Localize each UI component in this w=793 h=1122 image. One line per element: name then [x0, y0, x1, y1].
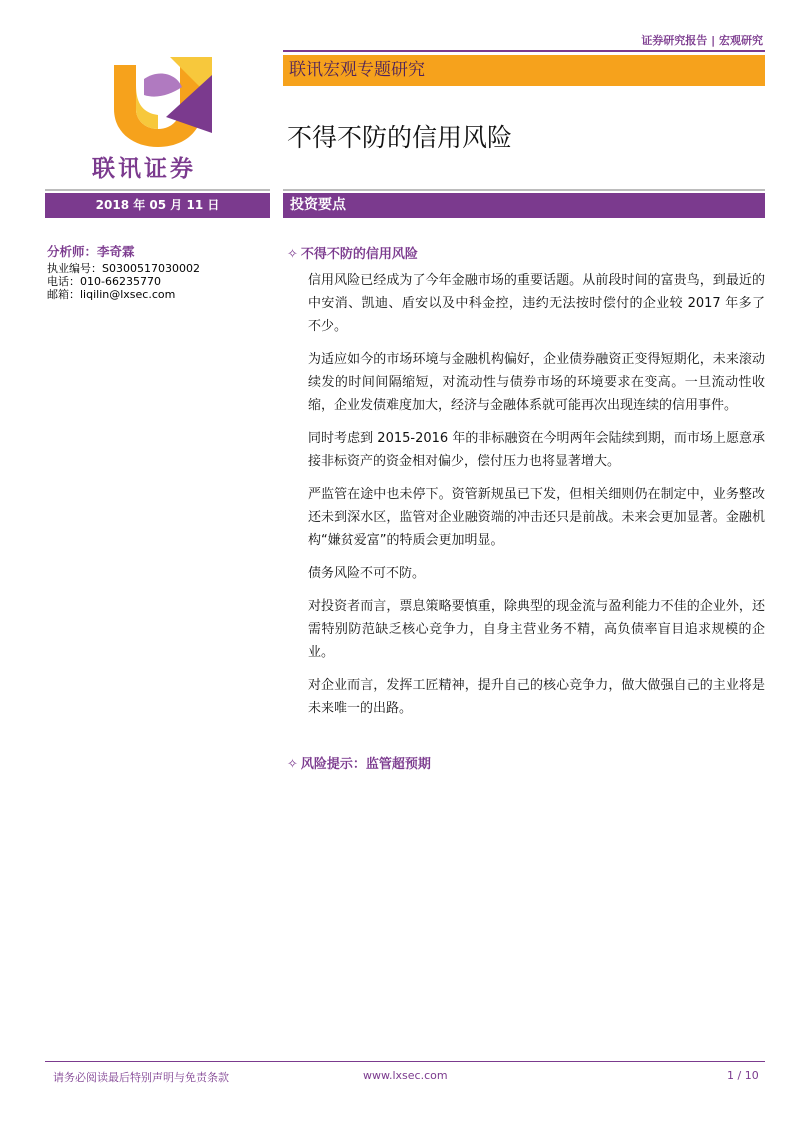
headline-text: 不得不防的信用风险 [300, 247, 418, 262]
logo-mark-icon [100, 55, 220, 147]
analyst-info [47, 245, 267, 301]
report-date: 2018 年 05 月 11 日 [45, 193, 270, 218]
analyst-email[interactable]: 邮箱：liqilin@lxsec.com [47, 288, 176, 301]
paragraph: 对企业而言，发挥工匠精神，提升自己的核心竞争力，做大做强自己的主业将是未来唯一的出路。 [308, 678, 765, 716]
headline-text: 风险提示：监管超预期 [300, 757, 431, 772]
date-divider [45, 189, 270, 191]
page-title: 不得不防的信用风险 [287, 123, 513, 152]
paragraph: 对投资者而言，票息策略要慎重，除典型的现金流与盈利能力不佳的企业外，还需特别防范缺乏核心竞争力，自身主营业务不精，高负债率盲目追求规模的企业。 [308, 599, 765, 660]
company-logo [100, 55, 220, 147]
footer-website-link[interactable]: www.lxsec.com [363, 1069, 448, 1082]
section-divider [283, 189, 765, 191]
logo-text: 联讯证券 [92, 155, 196, 182]
analyst-name: 分析师：李奇霖 [47, 244, 135, 259]
header-rule [283, 50, 765, 52]
page-number: 1 / 10 [727, 1069, 759, 1082]
paragraph: 债务风险不可不防。 [308, 566, 426, 581]
headline-credit-risk [287, 243, 418, 262]
footer-disclaimer[interactable]: 请务必阅读最后特别声明与免责条款 [53, 1071, 229, 1084]
diamond-bullet-icon: ✧ [287, 247, 298, 262]
report-type-label: 证券研究报告 | 宏观研究 [641, 34, 763, 47]
paragraph: 严监管在途中也未停下。资管新规虽已下发，但相关细则仍在制定中，业务整改还未到深水区，监管对企业融资端的冲击还只是前战。未来会更加显著。金融机构“嫌贫爱富”的特质会更加明显。 [308, 487, 765, 548]
paragraph: 为适应如今的市场环境与金融机构偏好，企业债券融资正变得短期化，未来滚动续发的时间间隔缩短，对流动性与债券市场的环境要求在变高。一旦流动性收缩，企业发债难度加大，经济与金融体系就可能再次出现连续的信用事件。 [308, 352, 765, 413]
analyst-license: 执业编号：S0300517030002 [47, 262, 200, 275]
analyst-phone: 电话：010-66235770 [47, 275, 161, 288]
diamond-bullet-icon: ✧ [287, 757, 298, 772]
paragraph: 同时考虑到 2015-2016 年的非标融资在今明两年会陆续到期，而市场上愿意承接非标资产的资金相对偏少，偿付压力也将显著增大。 [308, 431, 765, 469]
series-banner: 联讯宏观专题研究 [283, 55, 765, 86]
headline-risk-warning [287, 753, 431, 772]
footer-rule [45, 1061, 765, 1062]
paragraph: 信用风险已经成为了今年金融市场的重要话题。从前段时间的富贵鸟，到最近的中安消、凯迪、盾安以及中科金控，违约无法按时偿付的企业较 2017 年多了不少。 [308, 273, 765, 334]
body-paragraphs [308, 269, 765, 730]
section-title: 投资要点 [283, 193, 765, 218]
